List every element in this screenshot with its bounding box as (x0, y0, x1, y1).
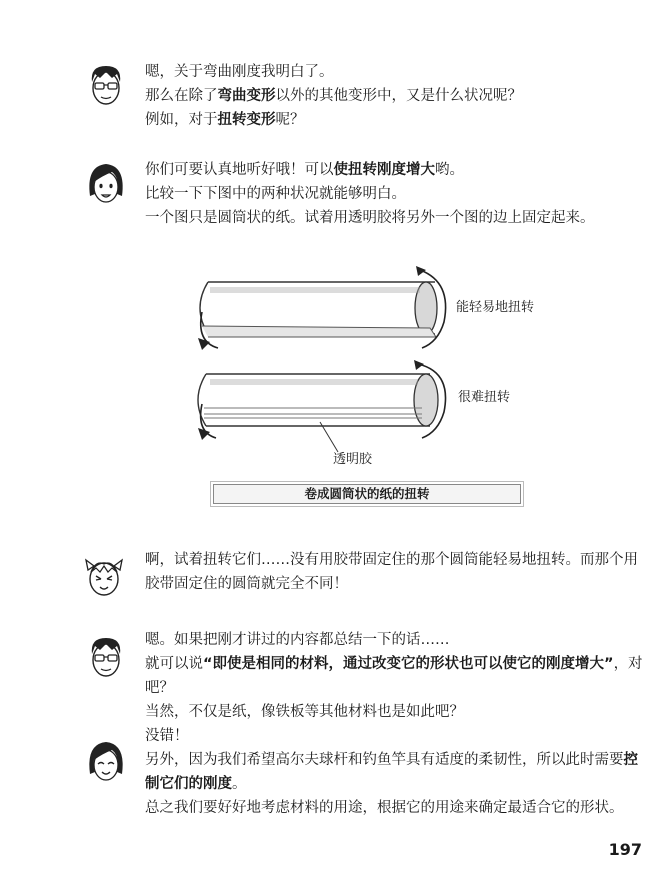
dialog-text: 没错！ (145, 728, 189, 744)
emphasis-text: 扭转变形 (217, 112, 276, 128)
dialog-line (145, 108, 655, 132)
dialog-text: ，对吧？ (145, 656, 643, 696)
open-tube-illustration (200, 282, 437, 337)
emphasis-text: 控 (623, 752, 638, 768)
dialog-line (145, 748, 655, 772)
dialog-text: 你们可要认真地听好哦！可以 (145, 162, 334, 178)
emphasis-text: 制它们的刚度 (145, 776, 232, 792)
dialog-text: 当然，不仅是纸，像铁板等其他材料也是如此吧？ (145, 704, 464, 720)
dialog-text: 嗯，关于弯曲刚度我明白了。 (145, 64, 334, 80)
dialog-line (145, 158, 655, 182)
dialog-line (145, 84, 655, 108)
dialog-line (145, 772, 655, 796)
label-tape: 透明胶 (333, 452, 373, 467)
dialog-text: 比较一下下图中的两种状况就能够明白。 (145, 186, 406, 202)
dialog-line (145, 548, 655, 572)
woman-avatar-icon (84, 160, 128, 208)
dialog-text: 以外的其他变形中，又是什么状况呢？ (275, 88, 522, 104)
emphasis-text: “即使是相同的材料，通过改变它的形状也可以使它的刚度增大” (203, 656, 614, 672)
figure-caption: 卷成圆筒状的纸的扭转 (213, 484, 521, 504)
paper-tube-torsion-figure (190, 262, 550, 472)
dialog-text: 例如，对于 (145, 112, 218, 128)
label-easy-twist: 能轻易地扭转 (456, 300, 535, 315)
dialog-block (145, 724, 655, 820)
dialog-block (145, 628, 655, 724)
dialog-text: 那么在除了 (145, 88, 218, 104)
dialog-line (145, 182, 655, 206)
woman-avatar-icon (84, 738, 128, 786)
dialog-block (145, 548, 655, 596)
dialog-text: 就可以说 (145, 656, 203, 672)
dialog-text: 呢？ (275, 112, 305, 128)
emphasis-text: 使扭转刚度增大 (333, 162, 435, 178)
dialog-line (145, 652, 655, 700)
girl-avatar-icon (82, 552, 126, 600)
dialog-line (145, 572, 655, 596)
dialog-line (145, 60, 655, 84)
dialog-text: 另外，因为我们希望高尔夫球杆和钓鱼竿具有适度的柔韧性，所以此时需要 (145, 752, 624, 768)
dialog-text: 。 (232, 776, 247, 792)
boy-avatar-icon (84, 634, 128, 682)
dialog-line (145, 796, 655, 820)
dialog-text: 嗯。如果把刚才讲过的内容都总结一下的话…… (145, 632, 450, 648)
dialog-text: 胶带固定住的圆筒就完全不同！ (145, 576, 348, 592)
dialog-text: 哟。 (435, 162, 464, 178)
boy-avatar-icon (84, 62, 128, 110)
dialog-line (145, 628, 655, 652)
dialog-text: 啊，试着扭转它们……没有用胶带固定住的那个圆筒能轻易地扭转。而那个用 (145, 552, 638, 568)
emphasis-text: 弯曲变形 (217, 88, 276, 104)
dialog-line (145, 700, 655, 724)
dialog-block (145, 60, 655, 132)
dialog-text: 一个图只是圆筒状的纸。试着用透明胶将另外一个图的边上固定起来。 (145, 210, 595, 226)
dialog-line (145, 206, 655, 230)
taped-tube-illustration (198, 374, 438, 426)
dialog-line (145, 724, 655, 748)
dialog-block (145, 158, 655, 230)
page-number: 197 (608, 840, 642, 859)
label-hard-twist: 很难扭转 (458, 390, 511, 405)
dialog-text: 总之我们要好好地考虑材料的用途，根据它的用途来确定最适合它的形状。 (145, 800, 624, 816)
